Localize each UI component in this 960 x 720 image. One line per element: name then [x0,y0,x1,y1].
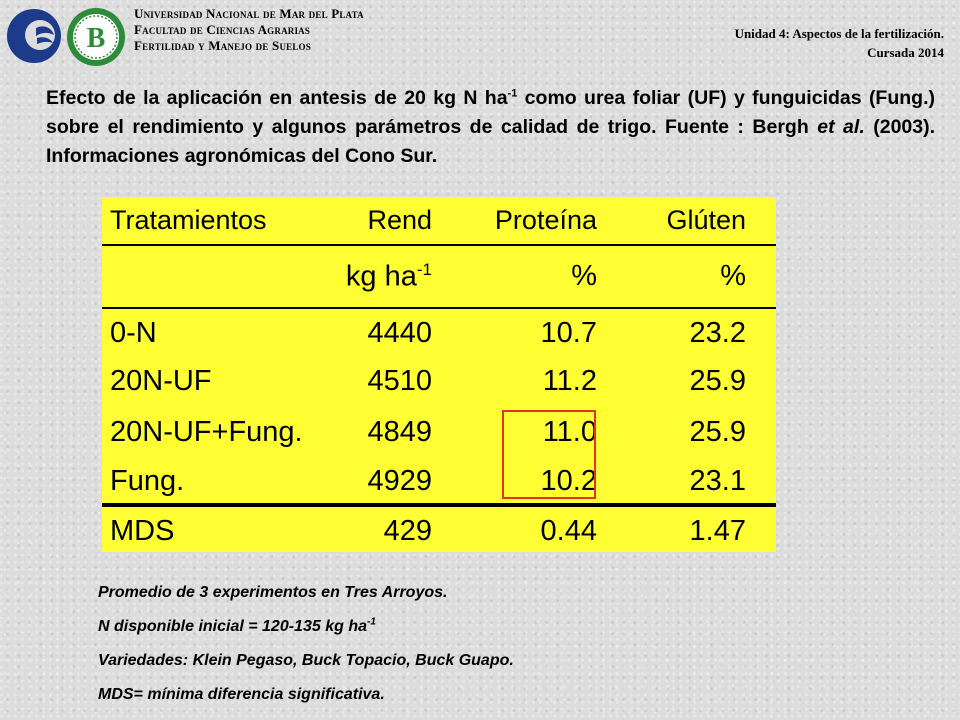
cell-gluten: 1.47 [689,515,746,547]
cell-gluten: 23.1 [689,465,746,497]
cell-tratamiento: 0-N [110,317,157,349]
note-line: Variedades: Klein Pegaso, Buck Topacio, Buck Guapo. [98,652,514,669]
note-line: N disponible inicial = 120-135 kg $ha^{-1}$ [98,616,376,635]
table-divider [102,503,776,507]
unit-gluten: % [720,260,746,292]
cell-rend: 4510 [367,365,432,397]
title-italic: et al. [817,116,865,138]
header-tratamientos: Tratamientos [110,205,267,235]
university-logo-icon [6,8,62,64]
unit-rend: kg $ha^{-1}$ [345,260,432,293]
title-superscript: -1 [507,87,518,100]
title-text: (2003). Informaciones agronómicas del Cono Sur. [46,116,936,167]
cell-gluten: 25.9 [689,365,746,397]
note-line: Promedio de 3 experimentos en Tres Arroyos. [98,584,448,601]
note-line: MDS= mínima diferencia significativa. [98,686,385,703]
cell-rend: 429 [383,515,432,547]
course-year-line: Cursada 2014 [867,45,944,60]
cell-rend: 4849 [367,416,432,448]
table-divider [102,244,776,246]
institution-header [134,6,364,54]
highlight-box [502,410,596,499]
title-text: Efecto de la aplicación en antesis de 20 kg N ha [46,87,508,109]
unit-line: Unidad 4: Aspectos de la fertilización. [734,26,944,41]
title-text: como urea foliar (UF) y funguicidas (Fung.) sobre el rendimiento y algunos parámetros de calidad de trigo. Fuente : Bergh [46,87,935,138]
results-table [102,197,776,552]
cell-proteina: 0.44 [540,515,597,547]
cell-proteina: 11.2 [542,365,597,397]
faculty-logo-b-icon [66,7,126,67]
header-rend: Rend [367,205,432,235]
cell-tratamiento: MDS [110,515,175,547]
header-gluten: Glúten [666,205,746,235]
footnotes [98,576,514,712]
institution-line: Facultad de Ciencias Agrarias [134,22,311,37]
table-divider [102,307,776,309]
cell-proteina: 10.7 [540,317,597,349]
unit-proteina: % [571,260,597,292]
cell-rend: 4929 [367,465,432,497]
svg-text:B: B [86,23,106,54]
page-title [46,84,935,171]
cell-tratamiento: Fung. [110,465,185,497]
institution-line: Universidad Nacional de Mar del Plata [134,6,364,21]
cell-proteina: 11.0 [542,416,597,448]
header-proteina: Proteína [494,205,597,235]
cell-proteina: 10.2 [540,465,597,497]
unit-label [735,24,944,62]
cell-gluten: 23.2 [689,317,746,349]
cell-tratamiento: 20N-UF+Fung. [110,416,303,448]
cell-rend: 4440 [367,317,432,349]
cell-gluten: 25.9 [689,416,746,448]
institution-line: Fertilidad y Manejo de Suelos [134,38,311,53]
cell-tratamiento: 20N-UF [110,365,212,397]
